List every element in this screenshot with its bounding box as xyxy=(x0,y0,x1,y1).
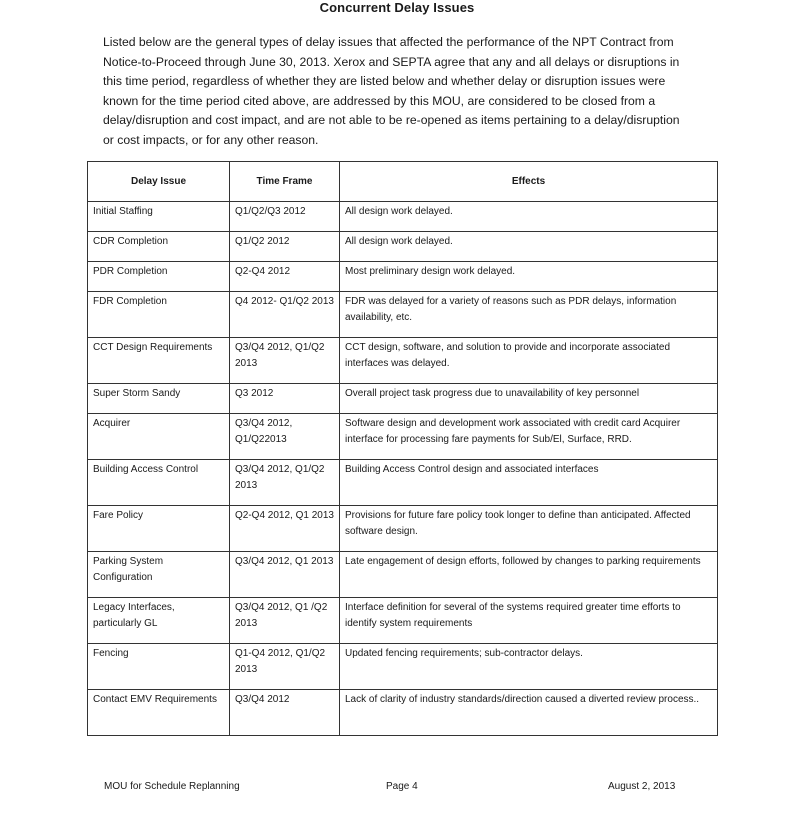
effects-cell: Software design and development work associated with credit card Acquirer interface for processing fare payments for Sub/El, Surface, RRD. xyxy=(340,414,718,460)
effects-cell: All design work delayed. xyxy=(340,232,718,262)
footer-page-number: Page 4 xyxy=(386,781,418,792)
effects-cell: Provisions for future fare policy took longer to define than anticipated. Affected software design. xyxy=(340,506,718,552)
time-frame-cell: Q1/Q2 2012 xyxy=(230,232,340,262)
column-header-time-frame: Time Frame xyxy=(230,162,340,202)
time-frame-cell: Q3/Q4 2012, Q1 /Q2 2013 xyxy=(230,598,340,644)
column-header-delay-issue: Delay Issue xyxy=(88,162,230,202)
delay-issue-cell: Fencing xyxy=(88,644,230,690)
delay-issue-cell: Fare Policy xyxy=(88,506,230,552)
time-frame-cell: Q3/Q4 2012, Q1/Q22013 xyxy=(230,414,340,460)
column-header-effects: Effects xyxy=(340,162,718,202)
footer-document-name: MOU for Schedule Replanning xyxy=(104,781,240,792)
delay-issue-cell: CDR Completion xyxy=(88,232,230,262)
time-frame-cell: Q1-Q4 2012, Q1/Q2 2013 xyxy=(230,644,340,690)
time-frame-cell: Q2-Q4 2012, Q1 2013 xyxy=(230,506,340,552)
time-frame-cell: Q3/Q4 2012, Q1/Q2 2013 xyxy=(230,460,340,506)
table-row xyxy=(88,232,718,262)
delay-issue-cell: Initial Staffing xyxy=(88,202,230,232)
intro-paragraph: Listed below are the general types of delay issues that affected the performance of the NPT Contract from Notice-to-Proceed through June 30, 2013. Xerox and SEPTA agree that any and all delays or disruptions in this time period, regardless of whether they are listed below and whether delay or disruption issues were known for the time period cited above, are addressed by this MOU, are considered to be closed from a delay/disruption and cost impact, and are not able to be re-opened as items pertaining to a delay/disruption or cost impacts, or for any other reason. xyxy=(103,35,680,147)
delay-issue-cell: Building Access Control xyxy=(88,460,230,506)
time-frame-cell: Q3/Q4 2012 xyxy=(230,690,340,736)
table-row xyxy=(88,384,718,414)
effects-cell: FDR was delayed for a variety of reasons such as PDR delays, information availability, etc. xyxy=(340,292,718,338)
page-title: Concurrent Delay Issues xyxy=(319,0,475,15)
delay-issue-cell: Legacy Interfaces, particularly GL xyxy=(88,598,230,644)
time-frame-cell: Q3/Q4 2012, Q1/Q2 2013 xyxy=(230,338,340,384)
table-row xyxy=(88,338,718,384)
delay-issue-cell: Parking System Configuration xyxy=(88,552,230,598)
effects-cell: Lack of clarity of industry standards/direction caused a diverted review process.. xyxy=(340,690,718,736)
delay-issue-cell: PDR Completion xyxy=(88,262,230,292)
effects-cell: CCT design, software, and solution to provide and incorporate associated interfaces was delayed. xyxy=(340,338,718,384)
time-frame-cell: Q3/Q4 2012, Q1 2013 xyxy=(230,552,340,598)
table-row xyxy=(88,552,718,598)
effects-cell: Updated fencing requirements; sub-contractor delays. xyxy=(340,644,718,690)
time-frame-cell: Q1/Q2/Q3 2012 xyxy=(230,202,340,232)
table-row xyxy=(88,690,718,736)
table-row xyxy=(88,644,718,690)
effects-cell: Building Access Control design and associated interfaces xyxy=(340,460,718,506)
effects-cell: All design work delayed. xyxy=(340,202,718,232)
table-row xyxy=(88,202,718,232)
effects-cell: Interface definition for several of the systems required greater time efforts to identify system requirements xyxy=(340,598,718,644)
time-frame-cell: Q2-Q4 2012 xyxy=(230,262,340,292)
delay-issue-cell: CCT Design Requirements xyxy=(88,338,230,384)
table-row xyxy=(88,598,718,644)
table-row xyxy=(88,292,718,338)
time-frame-cell: Q4 2012- Q1/Q2 2013 xyxy=(230,292,340,338)
table-row xyxy=(88,460,718,506)
time-frame-cell: Q3 2012 xyxy=(230,384,340,414)
delay-issue-cell: Super Storm Sandy xyxy=(88,384,230,414)
effects-cell: Most preliminary design work delayed. xyxy=(340,262,718,292)
table-header-row xyxy=(88,162,718,202)
effects-cell: Late engagement of design efforts, followed by changes to parking requirements xyxy=(340,552,718,598)
delay-issue-cell: Acquirer xyxy=(88,414,230,460)
effects-cell: Overall project task progress due to unavailability of key personnel xyxy=(340,384,718,414)
delay-issues-table xyxy=(87,161,718,736)
delay-issue-cell: FDR Completion xyxy=(88,292,230,338)
table-row xyxy=(88,262,718,292)
table-row xyxy=(88,414,718,460)
delay-issue-cell: Contact EMV Requirements xyxy=(88,690,230,736)
footer-date: August 2, 2013 xyxy=(608,781,676,792)
table-row xyxy=(88,506,718,552)
